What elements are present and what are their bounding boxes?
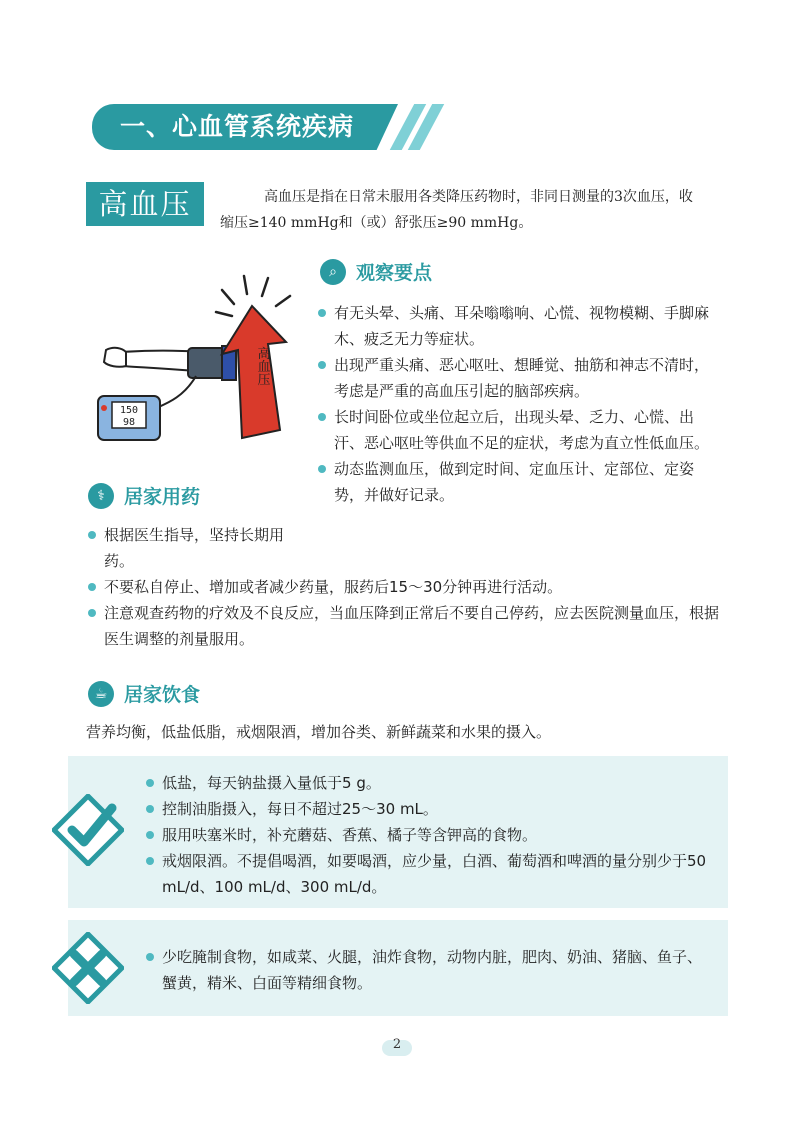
disease-label: 高血压 bbox=[86, 182, 204, 226]
list-item: 少吃腌制食物，如咸菜、火腿，油炸食物，动物内脏，肥肉、奶油、猪脑、鱼子、蟹黄，精米、白面等精细食物。 bbox=[144, 944, 714, 996]
diet-summary: 营养均衡，低盐低脂，戒烟限酒，增加谷类、新鲜蔬菜和水果的摄入。 bbox=[86, 723, 552, 741]
list-item: 有无头晕、头痛、耳朵嗡嗡响、心慌、视物模糊、手脚麻木、疲乏无力等症状。 bbox=[316, 300, 714, 352]
list-item: 注意观查药物的疗效及不良反应，当血压降到正常后不要自己停药，应去医院测量血压，根据医生调整的剂量服用。 bbox=[86, 600, 726, 652]
do-list bbox=[144, 770, 714, 900]
blood-pressure-illustration bbox=[92, 270, 302, 455]
medicine-bottle-icon: ⚕ bbox=[88, 483, 114, 509]
observation-heading bbox=[320, 258, 432, 286]
list-item: 低盐，每天钠盐摄入量低于5 g。 bbox=[144, 770, 714, 796]
hand-icon bbox=[104, 348, 126, 367]
section-title: 一、心血管系统疾病 bbox=[120, 112, 355, 141]
medication-list-narrow bbox=[86, 522, 286, 574]
monitor-systolic: 150 bbox=[119, 405, 139, 416]
page-number: 2 bbox=[392, 1037, 402, 1052]
dont-list bbox=[144, 944, 714, 996]
magnifier-icon: ⌕ bbox=[320, 259, 346, 285]
medication-heading bbox=[88, 482, 200, 510]
diet-heading-text: 居家饮食 bbox=[124, 684, 201, 706]
monitor-diastolic: 98 bbox=[122, 417, 136, 428]
list-item: 长时间卧位或坐位起立后，出现头晕、乏力、心慌、出汗、恶心呕吐等供血不足的症状，考虑为直立性低血压。 bbox=[316, 404, 714, 456]
arrow-text: 高血压 bbox=[254, 346, 270, 386]
list-item: 根据医生指导，坚持长期用药。 bbox=[86, 522, 286, 574]
monitor-button bbox=[101, 405, 107, 411]
diet-heading bbox=[88, 680, 200, 708]
list-item: 动态监测血压，做到定时间、定血压计、定部位、定姿势，并做好记录。 bbox=[316, 456, 714, 508]
medication-list bbox=[86, 574, 726, 652]
list-item: 戒烟限酒。不提倡喝酒，如要喝酒，应少量，白酒、葡萄酒和啤酒的量分别少于50 mL/d、100 mL/d、300 mL/d。 bbox=[144, 848, 714, 900]
intro-text: 高血压是指在日常未服用各类降压药物时，非同日测量的3次血压，收缩压≥140 mmHg和（或）舒张压≥90 mmHg。 bbox=[220, 189, 693, 231]
cross-icon bbox=[52, 932, 124, 1004]
observation-heading-text: 观察要点 bbox=[356, 262, 433, 284]
checkmark-icon bbox=[52, 794, 124, 866]
observation-list bbox=[316, 300, 714, 508]
list-item: 控制油脂摄入，每日不超过25～30 mL。 bbox=[144, 796, 714, 822]
list-item: 不要私自停止、增加或者减少药量，服药后15～30分钟再进行活动。 bbox=[86, 574, 726, 600]
teacup-icon: ☕ bbox=[88, 681, 114, 707]
medication-heading-text: 居家用药 bbox=[124, 486, 201, 508]
list-item: 出现严重头痛、恶心呕吐、想睡觉、抽筋和神志不清时，考虑是严重的高血压引起的脑部疾病。 bbox=[316, 352, 714, 404]
list-item: 服用呋塞米时，补充蘑菇、香蕉、橘子等含钾高的食物。 bbox=[144, 822, 714, 848]
